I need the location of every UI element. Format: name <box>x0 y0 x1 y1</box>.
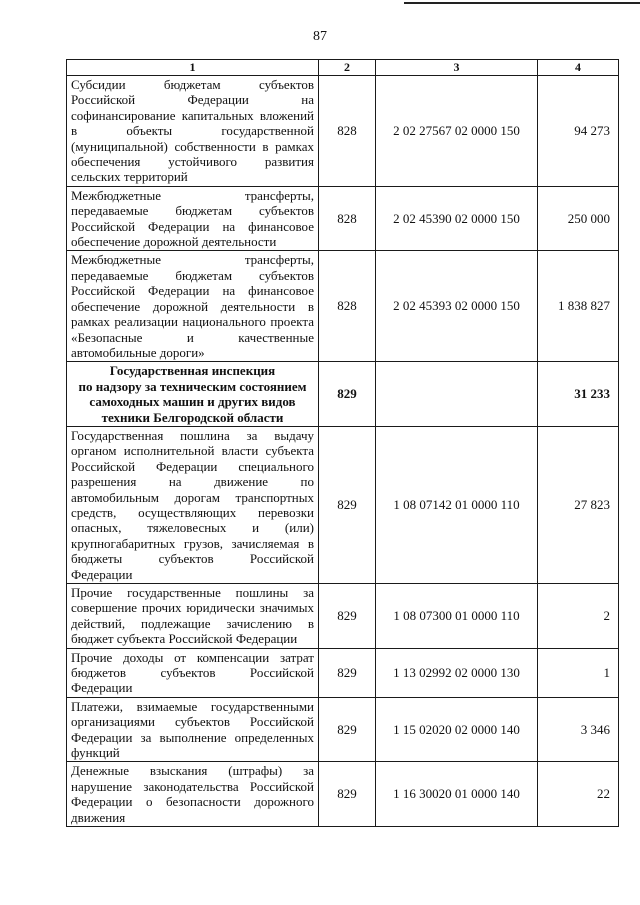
row-description <box>67 186 319 251</box>
row-amount: 2 <box>538 584 619 649</box>
row-description <box>67 584 319 649</box>
description-line: бюджетов субъектов Российской <box>71 665 314 681</box>
table-header-row <box>67 60 619 76</box>
description-line: Российской Федерации на финансовое <box>71 283 314 299</box>
table-row <box>67 426 619 583</box>
row-admin-code: 828 <box>319 76 376 187</box>
row-kbk-code: 1 13 02992 02 0000 130 <box>376 648 538 697</box>
row-amount: 250 000 <box>538 186 619 251</box>
row-kbk-code: 1 15 02020 02 0000 140 <box>376 697 538 762</box>
row-admin-code: 828 <box>319 251 376 362</box>
description-line: органом исполнительной власти субъекта <box>71 443 314 459</box>
description-line: Федерации за выполнение определенных <box>71 729 314 745</box>
description-line: Российской Федерации на финансовое <box>71 218 314 234</box>
description-line: разрешения на движение по <box>71 474 314 490</box>
row-kbk-code: 1 16 30020 01 0000 140 <box>376 762 538 827</box>
description-line: совершение прочих юридически значимых <box>71 600 314 616</box>
description-line: нарушение законодательства Российской <box>71 778 314 794</box>
description-line: по надзору за техническим состоянием <box>78 378 307 394</box>
column-header-3: 3 <box>376 60 538 76</box>
description-line: софинансирование капитальных вложений <box>71 107 314 123</box>
description-line: бюджеты субъектов Российской <box>71 551 314 567</box>
row-amount: 27 823 <box>538 426 619 583</box>
description-line: Федерации <box>71 566 133 582</box>
description-line: Российской Федерации на <box>71 92 314 108</box>
revenue-table <box>66 59 619 827</box>
description-line: Государственная пошлина за выдачу <box>71 427 314 443</box>
row-description <box>67 762 319 827</box>
row-description <box>67 362 319 427</box>
description-line: в объекты государственной <box>71 123 314 139</box>
description-line: (муниципальной) собственности в рамках <box>71 138 314 154</box>
description-line: Федерации о безопасности дорожного <box>71 794 314 810</box>
description-line: Межбюджетные трансферты, <box>71 252 314 268</box>
description-line: средств, осуществляющих перевозки <box>71 504 314 520</box>
description-line: обеспечения устойчивого развития <box>71 154 314 170</box>
row-admin-code: 829 <box>319 648 376 697</box>
row-amount: 1 838 827 <box>538 251 619 362</box>
description-line: Платежи, взимаемые государственными <box>71 698 314 714</box>
description-line: обеспечение дорожной деятельности <box>71 234 277 250</box>
row-kbk-code: 2 02 45393 02 0000 150 <box>376 251 538 362</box>
table-row <box>67 186 619 251</box>
row-description <box>67 697 319 762</box>
row-kbk-code: 2 02 45390 02 0000 150 <box>376 186 538 251</box>
row-amount: 3 346 <box>538 697 619 762</box>
description-line: Прочие государственные пошлины за <box>71 585 314 600</box>
description-line: Российской Федерации специального <box>71 458 314 474</box>
row-amount: 22 <box>538 762 619 827</box>
row-admin-code: 829 <box>319 584 376 649</box>
description-line: Межбюджетные трансферты, <box>71 187 314 203</box>
table-row <box>67 251 619 362</box>
description-line: самоходных машин и других видов <box>89 394 296 410</box>
description-line: крупногабаритных грузов, зачисляемая в <box>71 535 314 551</box>
description-line: передаваемые бюджетам субъектов <box>71 267 314 283</box>
description-line: бюджет субъекта Российской Федерации <box>71 631 298 647</box>
page-number: 87 <box>313 29 327 44</box>
row-kbk-code <box>376 362 538 427</box>
description-line: Субсидии бюджетам субъектов <box>71 77 314 92</box>
row-admin-code: 829 <box>319 697 376 762</box>
row-amount: 94 273 <box>538 76 619 187</box>
row-description <box>67 426 319 583</box>
row-admin-code: 828 <box>319 186 376 251</box>
row-admin-code: 829 <box>319 362 376 427</box>
table-row <box>67 76 619 187</box>
column-header-2: 2 <box>319 60 376 76</box>
table-row <box>67 584 619 649</box>
description-line: движения <box>71 809 126 825</box>
description-line: рамках реализации национального проекта <box>71 314 314 330</box>
row-admin-code: 829 <box>319 426 376 583</box>
description-line: организациями субъектов Российской <box>71 714 314 730</box>
table-row <box>67 362 619 427</box>
column-header-4: 4 <box>538 60 619 76</box>
description-line: Государственная инспекция <box>109 363 276 379</box>
description-line: функций <box>71 745 120 761</box>
description-line: Прочие доходы от компенсации затрат <box>71 649 314 665</box>
row-amount: 1 <box>538 648 619 697</box>
description-line: Федерации <box>71 680 133 696</box>
description-line: Денежные взыскания (штрафы) за <box>71 763 314 779</box>
description-line: передаваемые бюджетам субъектов <box>71 203 314 219</box>
table-body <box>67 76 619 827</box>
row-description <box>67 251 319 362</box>
top-rule <box>404 2 640 4</box>
description-line: опасных, тяжеловесных и (или) <box>71 520 314 536</box>
description-line: автомобильным дорогам транспортных <box>71 489 314 505</box>
row-kbk-code: 1 08 07300 01 0000 110 <box>376 584 538 649</box>
description-line: действий, подлежащие зачислению в <box>71 615 314 631</box>
description-line: сельских территорий <box>71 169 188 185</box>
column-header-1: 1 <box>67 60 319 76</box>
description-line: техники Белгородской области <box>101 409 284 425</box>
row-description <box>67 76 319 187</box>
row-amount: 31 233 <box>538 362 619 427</box>
row-description <box>67 648 319 697</box>
row-kbk-code: 1 08 07142 01 0000 110 <box>376 426 538 583</box>
description-line: автомобильные дороги» <box>71 344 205 360</box>
row-admin-code: 829 <box>319 762 376 827</box>
table-row <box>67 648 619 697</box>
table-row <box>67 697 619 762</box>
description-line: «Безопасные и качественные <box>71 329 314 345</box>
description-line: обеспечение дорожной деятельности в <box>71 298 314 314</box>
row-kbk-code: 2 02 27567 02 0000 150 <box>376 76 538 187</box>
table-row <box>67 762 619 827</box>
